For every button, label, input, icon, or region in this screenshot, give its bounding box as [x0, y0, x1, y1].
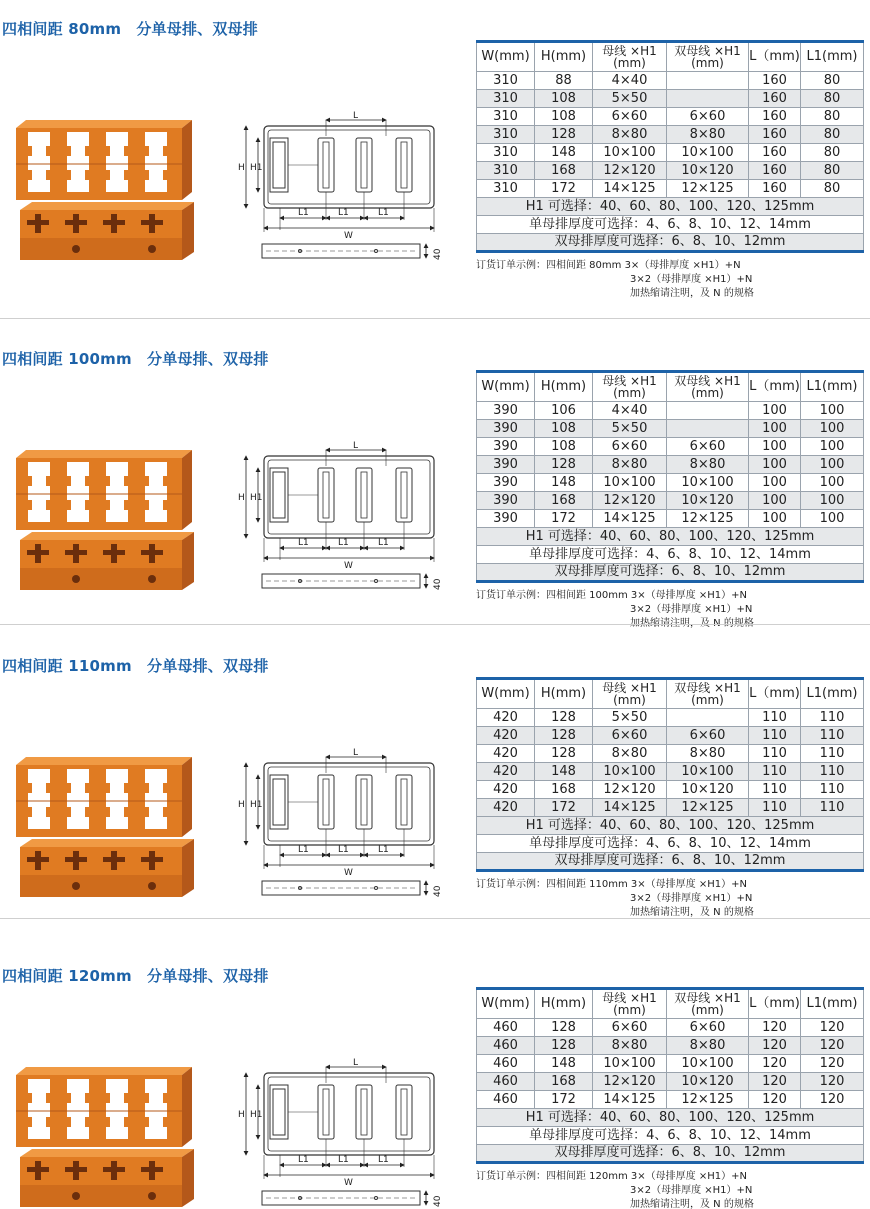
table-cell: 100 [749, 402, 801, 420]
dim-H1-label: H1 [250, 163, 263, 173]
table-cell: 390 [477, 492, 535, 510]
option-note-row [477, 1109, 864, 1127]
column-header: H(mm) [535, 989, 593, 1019]
table-cell: 160 [749, 90, 801, 108]
table-cell: 160 [749, 126, 801, 144]
table-cell: 120 [749, 1019, 801, 1037]
svg-text:L1: L1 [338, 538, 349, 548]
table-cell: 110 [801, 745, 864, 763]
option-note-row [477, 835, 864, 853]
order-example-line: 3×2（母排厚度 ×H1）+N [630, 1185, 753, 1196]
table-cell: 12×120 [593, 1073, 667, 1091]
table-cell: 128 [535, 456, 593, 474]
table-cell: 10×100 [593, 763, 667, 781]
column-header: 母线 ×H1 (mm) [593, 372, 667, 402]
column-header: 母线 ×H1 (mm) [593, 42, 667, 72]
table-cell: 12×120 [593, 162, 667, 180]
table-cell: 120 [801, 1055, 864, 1073]
option-note-row [477, 564, 864, 582]
product-photo [14, 755, 196, 905]
table-cell [667, 402, 749, 420]
table-cell: 106 [535, 402, 593, 420]
option-note: 双母排厚度可选择：6、8、10、12mm [477, 853, 864, 871]
table-cell: 110 [749, 727, 801, 745]
table-cell: 460 [477, 1019, 535, 1037]
svg-text:L1: L1 [378, 845, 389, 855]
option-note: 双母排厚度可选择：6、8、10、12mm [477, 1145, 864, 1163]
table-cell: 172 [535, 1091, 593, 1109]
column-header: W(mm) [477, 679, 535, 709]
column-header: L（mm) [749, 372, 801, 402]
option-note: 单母排厚度可选择：4、6、8、10、12、14mm [477, 546, 864, 564]
table-cell: 120 [801, 1019, 864, 1037]
table-cell: 80 [801, 162, 864, 180]
dim-H1-label: H1 [250, 800, 263, 810]
svg-text:L1: L1 [378, 208, 389, 218]
table-cell: 110 [801, 781, 864, 799]
dim-L-label: L [353, 1058, 359, 1068]
column-header: L（mm) [749, 989, 801, 1019]
option-note: 单母排厚度可选择：4、6、8、10、12、14mm [477, 216, 864, 234]
option-note-row [477, 234, 864, 252]
table-cell: 390 [477, 510, 535, 528]
table-cell: 120 [801, 1037, 864, 1055]
table-cell: 310 [477, 90, 535, 108]
dim-thickness-label: 40 [433, 578, 443, 590]
spec-table [476, 370, 864, 583]
dimension-drawing [236, 111, 443, 269]
order-example-line: 加热缩请注明，及 N 的规格 [630, 288, 754, 299]
table-cell: 5×50 [593, 90, 667, 108]
table-cell: 8×80 [667, 1037, 749, 1055]
table-row [477, 1019, 864, 1037]
section-divider [0, 918, 870, 919]
table-cell: 110 [801, 727, 864, 745]
table-cell: 14×125 [593, 799, 667, 817]
svg-text:L1: L1 [338, 208, 349, 218]
section-title: 四相间距 120mm 分单母排、双母排 [2, 967, 269, 985]
table-cell: 4×40 [593, 72, 667, 90]
table-row [477, 438, 864, 456]
table-row [477, 1091, 864, 1109]
column-header: 母线 ×H1 (mm) [593, 679, 667, 709]
dim-W-label: W [344, 231, 353, 241]
table-cell: 12×125 [667, 1091, 749, 1109]
order-example [476, 878, 754, 920]
table-cell: 168 [535, 162, 593, 180]
table-cell: 80 [801, 180, 864, 198]
option-note: 单母排厚度可选择：4、6、8、10、12、14mm [477, 1127, 864, 1145]
table-cell: 8×80 [593, 1037, 667, 1055]
column-header: H(mm) [535, 42, 593, 72]
table-cell: 420 [477, 745, 535, 763]
table-cell: 80 [801, 72, 864, 90]
order-example [476, 1170, 754, 1209]
table-cell: 420 [477, 799, 535, 817]
option-note: 单母排厚度可选择：4、6、8、10、12、14mm [477, 835, 864, 853]
column-header: L（mm) [749, 679, 801, 709]
table-cell: 6×60 [667, 108, 749, 126]
table-row [477, 180, 864, 198]
table-cell: 100 [749, 510, 801, 528]
table-cell: 100 [801, 420, 864, 438]
table-cell: 120 [801, 1073, 864, 1091]
option-note-row [477, 528, 864, 546]
table-cell: 310 [477, 108, 535, 126]
svg-text:L1: L1 [338, 1155, 349, 1165]
spec-table [476, 677, 864, 872]
dim-W-label: W [344, 561, 353, 571]
column-header: 双母线 ×H1 (mm) [667, 42, 749, 72]
table-cell: 8×80 [593, 126, 667, 144]
column-header: L1(mm) [801, 372, 864, 402]
table-cell: 168 [535, 492, 593, 510]
table-cell: 100 [801, 492, 864, 510]
table-row [477, 1037, 864, 1055]
table-cell: 160 [749, 180, 801, 198]
table-cell: 110 [801, 799, 864, 817]
table-cell: 10×100 [667, 144, 749, 162]
table-cell: 12×120 [593, 781, 667, 799]
table-cell: 310 [477, 162, 535, 180]
order-example-line: 3×2（母排厚度 ×H1）+N [630, 604, 753, 615]
column-header: 双母线 ×H1 (mm) [667, 989, 749, 1019]
product-photo [14, 448, 196, 598]
table-row [477, 510, 864, 528]
table-row [477, 799, 864, 817]
table-cell: 14×125 [593, 1091, 667, 1109]
table-cell: 420 [477, 763, 535, 781]
table-cell: 14×125 [593, 510, 667, 528]
table-row [477, 727, 864, 745]
table-cell: 120 [749, 1055, 801, 1073]
table-row [477, 492, 864, 510]
dimension-drawing [236, 1058, 443, 1209]
table-cell: 100 [801, 474, 864, 492]
table-cell: 5×50 [593, 709, 667, 727]
dim-H-label: H [238, 800, 245, 810]
dim-H1-label: H1 [250, 493, 263, 503]
column-header: 母线 ×H1 (mm) [593, 989, 667, 1019]
table-cell: 390 [477, 402, 535, 420]
table-cell: 120 [749, 1037, 801, 1055]
table-cell: 120 [749, 1073, 801, 1091]
spec-table [476, 987, 864, 1164]
table-cell: 168 [535, 1073, 593, 1091]
section-divider [0, 624, 870, 625]
table-row [477, 402, 864, 420]
table-cell: 10×120 [667, 492, 749, 510]
table-cell: 100 [749, 456, 801, 474]
option-note-row [477, 1145, 864, 1163]
order-example-line: 订货订单示例：四相间距 110mm 3×（母排厚度 ×H1）+N [476, 879, 747, 890]
order-example [476, 259, 754, 301]
dim-H1-label: H1 [250, 1110, 263, 1120]
option-note-row [477, 1127, 864, 1145]
table-cell: 310 [477, 126, 535, 144]
order-example-line: 订货订单示例：四相间距 80mm 3×（母排厚度 ×H1）+N [476, 260, 741, 271]
table-cell: 460 [477, 1037, 535, 1055]
table-row [477, 709, 864, 727]
table-cell: 390 [477, 456, 535, 474]
order-example-line: 加热缩请注明，及 N 的规格 [630, 907, 754, 918]
table-cell: 8×80 [667, 126, 749, 144]
option-note-row [477, 546, 864, 564]
table-cell: 110 [749, 763, 801, 781]
table-cell: 460 [477, 1073, 535, 1091]
table-cell: 160 [749, 162, 801, 180]
table-cell: 148 [535, 474, 593, 492]
column-header: 双母线 ×H1 (mm) [667, 679, 749, 709]
section-title: 四相间距 100mm 分单母排、双母排 [2, 350, 269, 368]
table-cell: 10×100 [593, 474, 667, 492]
svg-text:L1: L1 [378, 1155, 389, 1165]
option-note: 双母排厚度可选择：6、8、10、12mm [477, 564, 864, 582]
table-row [477, 420, 864, 438]
table-cell: 6×60 [667, 727, 749, 745]
table-cell: 390 [477, 438, 535, 456]
table-cell: 10×100 [593, 144, 667, 162]
order-example-line: 订货订单示例：四相间距 100mm 3×（母排厚度 ×H1）+N [476, 590, 747, 601]
dim-L1-label: L1 [298, 538, 309, 548]
table-cell: 110 [801, 763, 864, 781]
table-cell: 110 [749, 781, 801, 799]
dim-H-label: H [238, 1110, 245, 1120]
table-cell: 148 [535, 144, 593, 162]
table-row [477, 72, 864, 90]
section-title: 四相间距 80mm 分单母排、双母排 [2, 20, 258, 38]
dim-L-label: L [353, 111, 359, 121]
spec-table [476, 40, 864, 253]
dim-W-label: W [344, 868, 353, 878]
table-cell: 12×125 [667, 510, 749, 528]
option-note-row [477, 853, 864, 871]
order-example-line: 3×2（母排厚度 ×H1）+N [630, 274, 753, 285]
order-example-line: 加热缩请注明，及 N 的规格 [630, 1199, 754, 1209]
column-header: W(mm) [477, 989, 535, 1019]
table-cell: 120 [749, 1091, 801, 1109]
table-cell: 10×120 [667, 1073, 749, 1091]
table-cell [667, 90, 749, 108]
table-cell: 80 [801, 126, 864, 144]
table-cell: 420 [477, 727, 535, 745]
table-cell: 100 [801, 456, 864, 474]
column-header: W(mm) [477, 42, 535, 72]
option-note-row [477, 198, 864, 216]
svg-text:L1: L1 [338, 845, 349, 855]
table-cell: 10×100 [667, 1055, 749, 1073]
table-cell: 10×120 [667, 162, 749, 180]
option-note: H1 可选择：40、60、80、100、120、125mm [477, 1109, 864, 1127]
dim-L-label: L [353, 748, 359, 758]
table-cell: 108 [535, 438, 593, 456]
table-cell: 172 [535, 510, 593, 528]
table-cell: 108 [535, 420, 593, 438]
table-cell: 100 [801, 402, 864, 420]
table-cell: 128 [535, 745, 593, 763]
dim-thickness-label: 40 [433, 248, 443, 260]
svg-text:L1: L1 [378, 538, 389, 548]
dim-L1-label: L1 [298, 1155, 309, 1165]
section-divider [0, 318, 870, 319]
table-cell: 110 [801, 709, 864, 727]
table-cell: 8×80 [667, 745, 749, 763]
column-header: H(mm) [535, 372, 593, 402]
table-row [477, 474, 864, 492]
table-cell: 108 [535, 90, 593, 108]
dim-thickness-label: 40 [433, 1195, 443, 1207]
table-cell: 6×60 [667, 1019, 749, 1037]
table-cell: 460 [477, 1055, 535, 1073]
table-cell: 420 [477, 781, 535, 799]
table-cell: 128 [535, 1037, 593, 1055]
table-cell: 148 [535, 763, 593, 781]
table-row [477, 108, 864, 126]
table-cell: 10×120 [667, 781, 749, 799]
option-note-row [477, 216, 864, 234]
column-header: L1(mm) [801, 989, 864, 1019]
table-cell: 100 [801, 510, 864, 528]
table-cell: 10×100 [593, 1055, 667, 1073]
table-cell: 6×60 [593, 1019, 667, 1037]
table-cell: 110 [749, 799, 801, 817]
table-cell: 6×60 [593, 438, 667, 456]
table-row [477, 90, 864, 108]
table-cell: 172 [535, 180, 593, 198]
table-row [477, 763, 864, 781]
table-row [477, 745, 864, 763]
option-note: H1 可选择：40、60、80、100、120、125mm [477, 528, 864, 546]
table-cell: 310 [477, 72, 535, 90]
dim-H-label: H [238, 493, 245, 503]
table-cell [667, 420, 749, 438]
table-cell: 5×50 [593, 420, 667, 438]
table-cell: 120 [801, 1091, 864, 1109]
table-cell: 168 [535, 781, 593, 799]
order-example-line: 订货订单示例：四相间距 120mm 3×（母排厚度 ×H1）+N [476, 1171, 747, 1182]
table-cell: 80 [801, 108, 864, 126]
column-header: H(mm) [535, 679, 593, 709]
dim-L-label: L [353, 441, 359, 451]
table-cell: 128 [535, 126, 593, 144]
table-cell: 420 [477, 709, 535, 727]
table-cell: 10×100 [667, 763, 749, 781]
table-cell: 14×125 [593, 180, 667, 198]
column-header: W(mm) [477, 372, 535, 402]
table-cell [667, 72, 749, 90]
table-cell: 12×125 [667, 180, 749, 198]
table-cell: 128 [535, 709, 593, 727]
table-cell: 390 [477, 420, 535, 438]
table-cell: 8×80 [667, 456, 749, 474]
table-cell: 110 [749, 745, 801, 763]
table-row [477, 781, 864, 799]
product-photo [14, 118, 196, 268]
table-cell: 160 [749, 108, 801, 126]
table-cell: 100 [801, 438, 864, 456]
order-example-line: 3×2（母排厚度 ×H1）+N [630, 893, 753, 904]
table-cell: 160 [749, 72, 801, 90]
table-cell: 128 [535, 1019, 593, 1037]
table-cell: 148 [535, 1055, 593, 1073]
column-header: L（mm) [749, 42, 801, 72]
table-cell: 10×100 [667, 474, 749, 492]
table-cell: 160 [749, 144, 801, 162]
table-cell: 6×60 [667, 438, 749, 456]
dim-L1-label: L1 [298, 208, 309, 218]
product-photo [14, 1065, 196, 1209]
table-cell: 88 [535, 72, 593, 90]
table-cell: 108 [535, 108, 593, 126]
table-cell: 4×40 [593, 402, 667, 420]
table-cell: 100 [749, 474, 801, 492]
table-row [477, 144, 864, 162]
table-cell: 80 [801, 144, 864, 162]
table-cell: 310 [477, 144, 535, 162]
dim-thickness-label: 40 [433, 885, 443, 897]
table-cell: 100 [749, 492, 801, 510]
table-row [477, 126, 864, 144]
table-cell: 80 [801, 90, 864, 108]
table-cell: 128 [535, 727, 593, 745]
table-cell: 12×125 [667, 799, 749, 817]
table-row [477, 162, 864, 180]
dimension-drawing [236, 441, 443, 599]
table-cell: 110 [749, 709, 801, 727]
table-row [477, 456, 864, 474]
table-cell [667, 709, 749, 727]
section-title: 四相间距 110mm 分单母排、双母排 [2, 657, 269, 675]
dimension-drawing [236, 748, 443, 906]
option-note: 双母排厚度可选择：6、8、10、12mm [477, 234, 864, 252]
option-note: H1 可选择：40、60、80、100、120、125mm [477, 198, 864, 216]
table-cell: 8×80 [593, 456, 667, 474]
table-cell: 8×80 [593, 745, 667, 763]
dim-H-label: H [238, 163, 245, 173]
table-cell: 100 [749, 438, 801, 456]
table-cell: 6×60 [593, 727, 667, 745]
option-note-row [477, 817, 864, 835]
table-cell: 6×60 [593, 108, 667, 126]
dim-L1-label: L1 [298, 845, 309, 855]
table-cell: 310 [477, 180, 535, 198]
table-cell: 12×120 [593, 492, 667, 510]
column-header: 双母线 ×H1 (mm) [667, 372, 749, 402]
column-header: L1(mm) [801, 42, 864, 72]
table-row [477, 1055, 864, 1073]
dim-W-label: W [344, 1178, 353, 1188]
table-row [477, 1073, 864, 1091]
table-cell: 100 [749, 420, 801, 438]
table-cell: 460 [477, 1091, 535, 1109]
table-cell: 172 [535, 799, 593, 817]
option-note: H1 可选择：40、60、80、100、120、125mm [477, 817, 864, 835]
column-header: L1(mm) [801, 679, 864, 709]
table-cell: 390 [477, 474, 535, 492]
